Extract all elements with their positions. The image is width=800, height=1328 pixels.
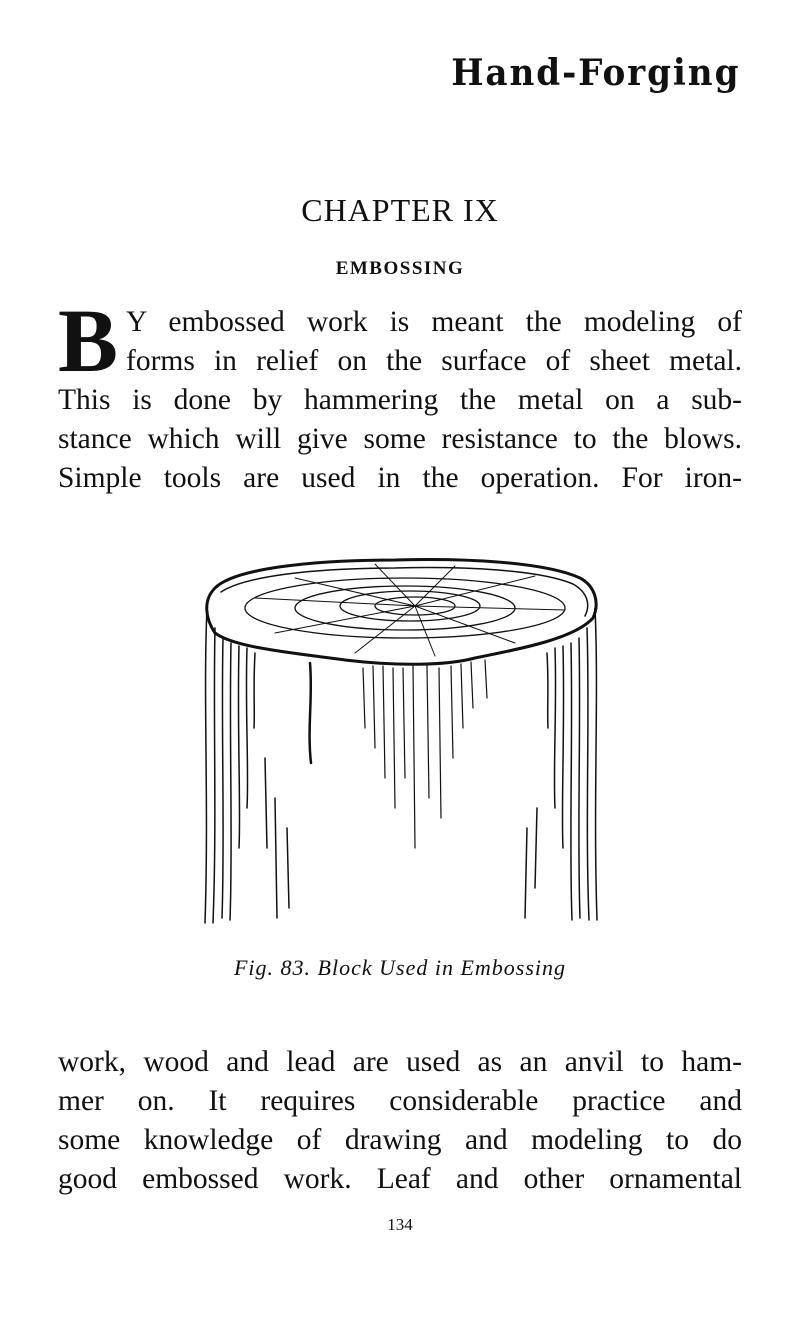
text-line: Y embossed work is meant the modeling of: [126, 306, 742, 338]
text-line: work, wood and lead are used as an anvil to ham-: [58, 1046, 742, 1078]
text-line: stance which will give some resistance to the blows.: [58, 423, 742, 455]
text-line: This is done by hammering the metal on a sub-: [58, 384, 742, 416]
running-head: Hand-Forging: [450, 52, 740, 94]
tree-stump-icon: [195, 548, 607, 940]
text-line: mer on. It requires considerable practice and: [58, 1085, 742, 1117]
figure-stump-illustration: [195, 548, 607, 940]
text-line: Simple tools are used in the operation. For iron-: [58, 462, 742, 494]
paragraph-2: [58, 1043, 742, 1199]
text-line: good embossed work. Leaf and other ornamental: [58, 1163, 742, 1195]
page-number: 134: [387, 1215, 413, 1234]
text-line: forms in relief on the surface of sheet metal.: [126, 345, 742, 377]
drop-cap: B: [58, 292, 119, 391]
figure-caption: Fig. 83. Block Used in Embossing: [233, 955, 567, 980]
paragraph-1: [58, 292, 742, 498]
chapter-title: CHAPTER IX: [301, 192, 499, 228]
text-line: some knowledge of drawing and modeling to do: [58, 1124, 742, 1156]
chapter-subtitle: EMBOSSING: [335, 258, 465, 279]
